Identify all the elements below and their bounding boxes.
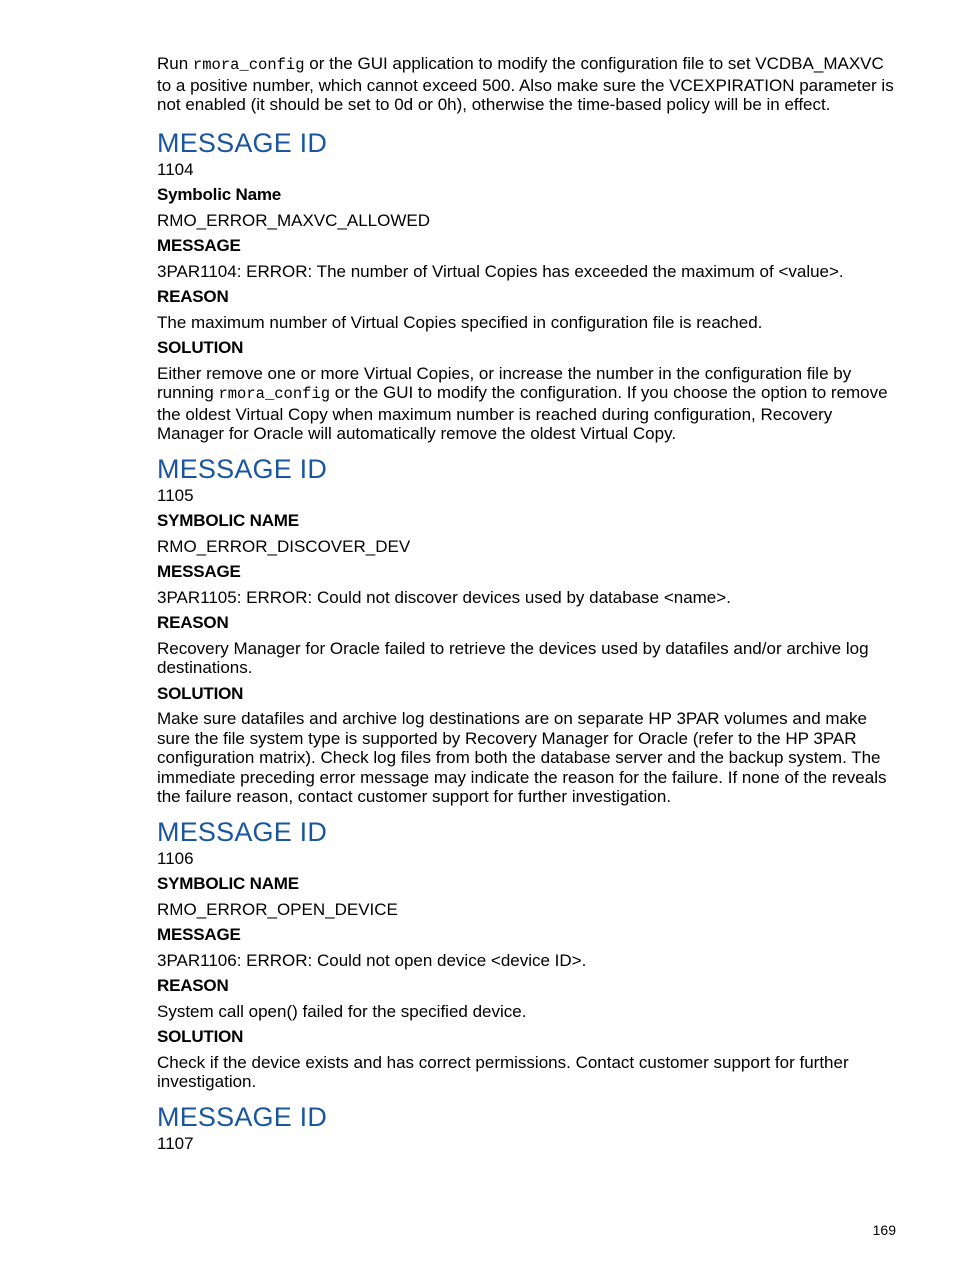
solution-label: SOLUTION	[157, 683, 244, 703]
reason-value: The maximum number of Virtual Copies specified in configuration file is reached.	[157, 312, 763, 332]
message-id-heading: MESSAGE ID	[157, 1101, 328, 1132]
reason-value: Recovery Manager for Oracle failed to retrieve the devices used by datafiles and/or archive log destinations.	[157, 638, 869, 677]
message-id-heading: MESSAGE ID	[157, 816, 328, 847]
intro-command-code: rmora_config	[192, 56, 305, 74]
message-id-heading: MESSAGE ID	[157, 127, 328, 158]
message-id-value: 1105	[157, 485, 194, 505]
reason-label: REASON	[157, 287, 229, 306]
reason-label: REASON	[157, 613, 229, 632]
page-number: 169	[872, 1222, 896, 1238]
message-value: 3PAR1106: ERROR: Could not open device <device ID>.	[157, 950, 587, 970]
message-label: MESSAGE	[157, 925, 241, 944]
symbolic-name-value: RMO_ERROR_DISCOVER_DEV	[157, 536, 411, 556]
symbolic-name-value: RMO_ERROR_MAXVC_ALLOWED	[157, 210, 431, 230]
symbolic-name-label: SYMBOLIC NAME	[157, 874, 299, 893]
intro-paragraph: Run rmora_config or the GUI application to modify the configuration file to set VCDBA_MAXVC to a positive number, which cannot exceed 500. Also make sure the VCEXPIRATION parameter is not enabled (it should be set to 0d or 0h), otherwise the time-based policy will be in effect.	[157, 54, 894, 114]
message-value: 3PAR1104: ERROR: The number of Virtual Copies has exceeded the maximum of <value>.	[157, 261, 844, 281]
solution-value: Check if the device exists and has correct permissions. Contact customer support for further investigation.	[157, 1052, 849, 1091]
reason-label: REASON	[157, 976, 229, 995]
symbolic-name-label: SYMBOLIC NAME	[157, 511, 299, 530]
message-label: MESSAGE	[157, 236, 241, 255]
symbolic-name-value: RMO_ERROR_OPEN_DEVICE	[157, 899, 398, 919]
solution-value: Make sure datafiles and archive log destinations are on separate HP 3PAR volumes and make sure the file system type is supported by Recovery Manager for Oracle (refer to the HP 3PAR configuration matrix). Check log files from both the database server and the backup system. The immediate preceding error message may indicate the reason for the failure. If none of the reveals the failure reason, contact customer support for further investigation.	[157, 709, 887, 806]
solution-command-code: rmora_config	[218, 385, 331, 403]
message-section-1106	[157, 817, 899, 1092]
message-id-heading: MESSAGE ID	[157, 453, 328, 484]
solution-label: SOLUTION	[157, 1027, 244, 1046]
message-section-1107	[157, 1102, 899, 1154]
message-section-1104	[157, 128, 899, 444]
message-id-value: 1104	[157, 159, 194, 179]
reason-value: System call open() failed for the specified device.	[157, 1001, 527, 1021]
message-value: 3PAR1105: ERROR: Could not discover devices used by database <name>.	[157, 587, 731, 607]
message-id-value: 1107	[157, 1133, 194, 1153]
symbolic-name-label: Symbolic Name	[157, 185, 282, 204]
message-section-1105	[157, 454, 899, 807]
message-label: MESSAGE	[157, 562, 241, 581]
document-page	[157, 54, 899, 1163]
solution-label: SOLUTION	[157, 338, 244, 357]
message-id-value: 1106	[157, 848, 194, 868]
solution-value: Either remove one or more Virtual Copies, or increase the number in the configuration file by running rmora_config or the GUI to modify the configuration. If you choose the option to remove the oldest Virtual Copy when maximum number is reached during configuration, Recovery Manager for Oracle will automatically remove the oldest Virtual Copy.	[157, 363, 888, 443]
